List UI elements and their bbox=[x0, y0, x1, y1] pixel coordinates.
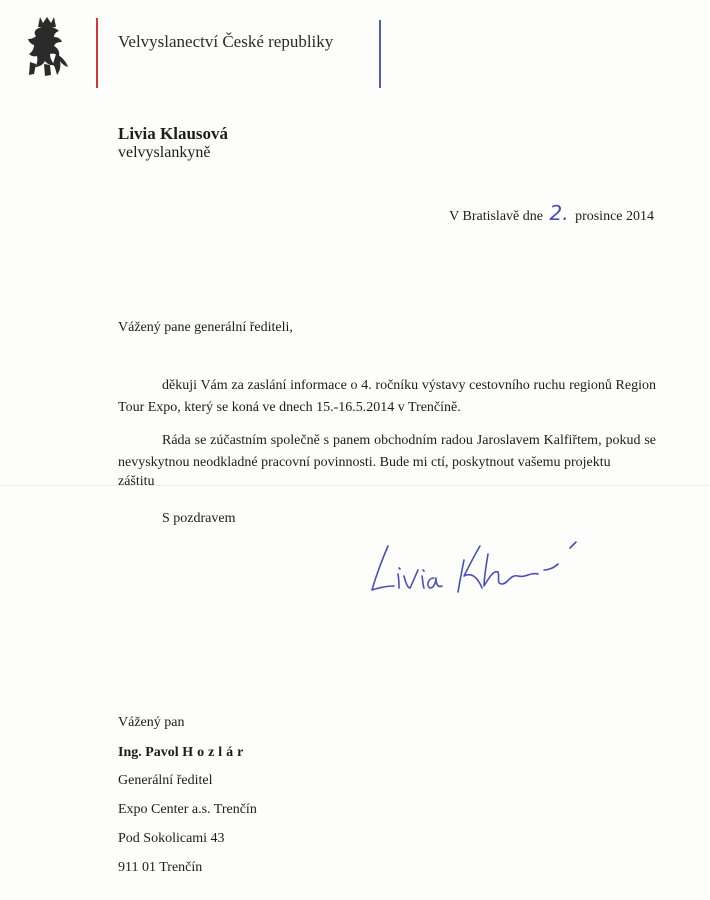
recipient-name bbox=[118, 745, 247, 761]
sender-title: velvyslankyně bbox=[118, 144, 211, 161]
body-paragraph-end: záštitu bbox=[118, 474, 155, 489]
letterhead-blue-rule bbox=[379, 20, 381, 88]
recipient-company: Expo Center a.s. Trenčín bbox=[118, 802, 257, 817]
embassy-name: Velvyslanectví České republiky bbox=[118, 32, 334, 51]
recipient-greeting: Vážený pan bbox=[118, 715, 185, 730]
letter-date bbox=[449, 201, 654, 225]
letterhead-red-rule bbox=[96, 18, 98, 88]
sender-name: Livia Klausová bbox=[118, 124, 229, 143]
recipient-name-prefix: Ing. Pavol bbox=[118, 745, 179, 760]
paper-fold-line bbox=[0, 485, 710, 486]
date-suffix: prosince 2014 bbox=[575, 209, 654, 224]
salutation: Vážený pane generální řediteli, bbox=[118, 320, 293, 335]
date-day-handwritten: 2. bbox=[549, 201, 569, 225]
recipient-position: Generální ředitel bbox=[118, 773, 213, 788]
czech-lion-emblem-icon bbox=[20, 14, 78, 82]
handwritten-signature bbox=[368, 540, 588, 596]
recipient-street: Pod Sokolicami 43 bbox=[118, 831, 225, 846]
date-prefix: V Bratislavě dne bbox=[449, 209, 543, 224]
recipient-surname: Hozlár bbox=[182, 745, 248, 760]
closing-phrase: S pozdravem bbox=[162, 511, 236, 526]
body-paragraph: děkuji Vám za zaslání informace o 4. ročníku výstavy cestovního ruchu regionů Region Tour Expo, který se koná ve dnech 15.-16.5.2014 v Trenčíně. bbox=[118, 378, 656, 415]
recipient-city: 911 01 Trenčín bbox=[118, 860, 203, 875]
body-paragraph: Ráda se zúčastním společně s panem obchodním radou Jaroslavem Kalfiřtem, pokud se nevyskytnou neodkladné pracovní povinnosti. Bude mi ctí, poskytnout vašemu projektu bbox=[118, 433, 656, 470]
